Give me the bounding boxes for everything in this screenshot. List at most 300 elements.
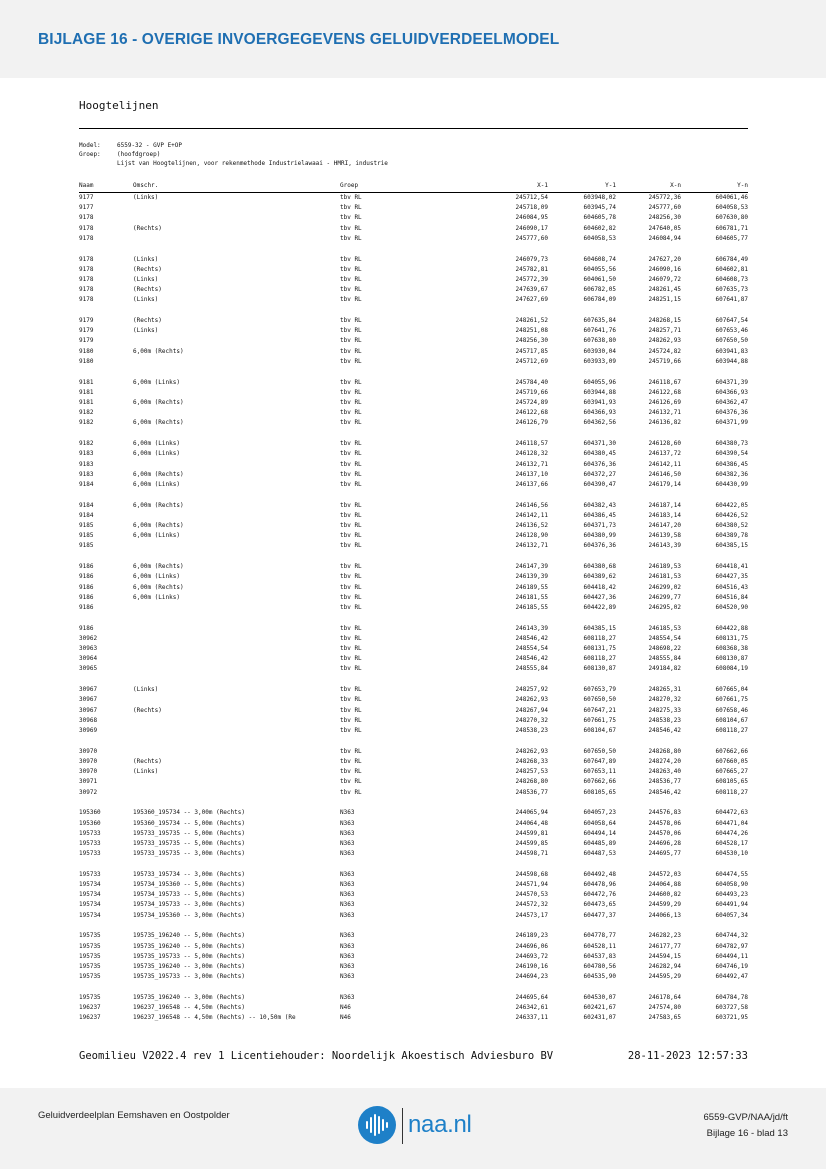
top-band [0,0,826,78]
cell-xn: 246147,20 [648,522,681,530]
cell-omschr: (Links) [133,686,159,694]
table-row [79,265,748,275]
group-spacer [79,305,748,316]
cell-naam: 30964 [79,655,98,663]
cell-x1: 246132,71 [515,542,548,550]
cell-y1: 604055,56 [583,265,616,273]
cell-y1: 604058,53 [583,234,616,242]
group-spacer [79,552,748,563]
cell-omschr: 195734_195360 -- 5,00m (Rechts) [133,881,245,889]
cell-xn: 246179,14 [648,480,681,488]
cell-groep: tbv RL [340,747,362,755]
cell-yn: 604376,36 [715,409,748,417]
cell-naam: 195733 [79,829,101,837]
cell-naam: 9184 [79,511,94,519]
meta-description-text: Lijst van Hoogtelijnen, voor rekenmethode Industrielawaai - HMRI, industrie [117,160,388,167]
cell-yn: 608368,38 [715,645,748,653]
cell-x1: 245724,89 [515,398,548,406]
cell-xn: 244600,82 [648,891,681,899]
cell-yn: 604782,97 [715,942,748,950]
cell-naam: 9178 [79,286,94,294]
cell-x1: 246337,11 [515,1014,548,1022]
col-header-yn: Y-n [737,182,748,189]
cell-xn: 244696,28 [648,839,681,847]
cell-yn: 607658,46 [715,706,748,714]
hoogtelijnen-table [79,180,748,1023]
cell-x1: 244573,17 [515,911,548,919]
cell-omschr: 195735_195733 -- 3,00m (Rechts) [133,973,245,981]
cell-x1: 246142,11 [515,511,548,519]
cell-yn: 604784,78 [715,993,748,1001]
cell-y1: 607653,79 [583,686,616,694]
cell-groep: tbv RL [340,480,362,488]
cell-x1: 244065,94 [515,809,548,817]
cell-y1: 607641,76 [583,327,616,335]
cell-omschr: 6,00m (Links) [133,573,180,581]
cell-omschr: 6,00m (Links) [133,532,180,540]
meta-groep-label: Groep: [79,151,101,158]
cell-x1: 245718,09 [515,204,548,212]
cell-x1: 246185,55 [515,603,548,611]
cell-naam: 9181 [79,388,94,396]
cell-groep: tbv RL [340,194,362,201]
table-row [79,378,748,388]
cell-y1: 604422,89 [583,603,616,611]
cell-groep: tbv RL [340,275,362,283]
cell-naam: 195734 [79,881,101,889]
cell-y1: 604362,56 [583,419,616,427]
cell-naam: 196237 [79,1014,101,1022]
cell-y1: 604473,65 [583,901,616,909]
cell-x1: 246190,16 [515,962,548,970]
table-row [79,706,748,716]
cell-groep: N363 [340,973,355,981]
cell-yn: 607635,73 [715,286,748,294]
cell-xn: 244570,06 [648,829,681,837]
cell-yn: 604491,94 [715,901,748,909]
cell-xn: 246178,64 [648,993,681,1001]
cell-naam: 195734 [79,901,101,909]
cell-xn: 246146,50 [648,470,681,478]
cell-naam: 30970 [79,747,98,755]
cell-x1: 246128,32 [515,450,548,458]
cell-xn: 247627,20 [648,255,681,263]
cell-y1: 607661,75 [583,716,616,724]
table-row [79,418,748,428]
cell-x1: 248268,33 [515,757,548,765]
cell-yn: 608118,27 [715,788,748,796]
cell-x1: 245772,39 [515,275,548,283]
cell-groep: tbv RL [340,727,362,734]
cell-y1: 604492,48 [583,870,616,878]
table-row [79,757,748,767]
cell-yn: 604380,73 [715,440,748,448]
cell-groep: N363 [340,829,355,837]
cell-groep: tbv RL [340,296,362,304]
cell-yn: 607660,05 [715,757,748,765]
cell-y1: 604372,27 [583,470,616,478]
cell-groep: tbv RL [340,398,362,406]
cell-x1: 248270,32 [515,716,548,724]
cell-yn: 604382,36 [715,470,748,478]
cell-naam: 9186 [79,624,94,632]
cell-groep: tbv RL [340,511,362,519]
meta-model [79,141,182,150]
cell-y1: 604380,99 [583,532,616,540]
table-row [79,408,748,418]
cell-omschr: (Rechts) [133,757,162,765]
cell-yn: 604493,23 [715,891,748,899]
cell-x1: 245719,66 [515,388,548,396]
cell-x1: 246146,56 [515,501,548,509]
cell-xn: 245719,66 [648,357,681,365]
cell-groep: N363 [340,993,355,1001]
cell-groep: tbv RL [340,655,362,663]
table-row [79,880,748,890]
cell-x1: 244599,85 [515,839,548,847]
cell-y1: 604386,45 [583,511,616,519]
group-spacer [79,244,748,255]
cell-yn: 604530,10 [715,850,748,858]
cell-naam: 9177 [79,194,94,201]
cell-y1: 608105,65 [583,788,616,796]
cell-yn: 604057,34 [715,911,748,919]
cell-yn: 603941,83 [715,347,748,355]
cell-groep: tbv RL [340,214,362,222]
cell-naam: 195733 [79,839,101,847]
cell-xn: 246177,77 [648,942,681,950]
cell-x1: 246147,39 [515,563,548,571]
cell-omschr: (Rechts) [133,286,162,294]
cell-omschr: 195734_195360 -- 3,00m (Rechts) [133,911,245,919]
cell-naam: 195735 [79,973,101,981]
cell-groep: tbv RL [340,573,362,581]
group-spacer [79,675,748,686]
cell-naam: 9181 [79,398,94,406]
cell-naam: 9178 [79,265,94,273]
cell-yn: 607647,54 [715,317,748,325]
cell-x1: 248555,84 [515,665,548,673]
section-title: Hoogtelijnen [79,99,159,112]
cell-y1: 608118,27 [583,655,616,663]
cell-yn: 604608,73 [715,275,748,283]
cell-y1: 604530,07 [583,993,616,1001]
cell-x1: 246136,52 [515,522,548,530]
cell-y1: 604390,47 [583,480,616,488]
cell-groep: tbv RL [340,686,362,694]
cell-yn: 604474,26 [715,829,748,837]
cell-omschr: (Links) [133,194,159,201]
cell-omschr: (Rechts) [133,265,162,273]
table-row [79,972,748,982]
cell-groep: tbv RL [340,388,362,396]
cell-yn: 604371,99 [715,419,748,427]
cell-xn: 246139,58 [648,532,681,540]
cell-y1: 608131,75 [583,645,616,653]
cell-groep: tbv RL [340,768,362,776]
cell-y1: 607647,89 [583,757,616,765]
cell-x1: 244572,32 [515,901,548,909]
cell-yn: 604366,93 [715,388,748,396]
cell-naam: 9186 [79,603,94,611]
cell-yn: 603721,95 [715,1014,748,1022]
cell-yn: 604362,47 [715,398,748,406]
cell-xn: 248256,30 [648,214,681,222]
table-row [79,1013,748,1023]
table-row [79,255,748,265]
horizontal-rule [79,128,748,129]
col-header-xn: X-n [670,182,681,189]
cell-yn: 604389,78 [715,532,748,540]
cell-xn: 246126,69 [648,398,681,406]
table-row [79,501,748,511]
software-footer [79,1050,748,1062]
cell-naam: 30970 [79,768,98,776]
table-row [79,541,748,551]
group-spacer [79,921,748,932]
table-row [79,634,748,644]
cell-yn: 608118,27 [715,727,748,734]
cell-naam: 9180 [79,347,94,355]
cell-x1: 244571,94 [515,881,548,889]
cell-groep: tbv RL [340,327,362,335]
cell-x1: 248268,80 [515,778,548,786]
cell-omschr: 195735_196240 -- 3,00m (Rechts) [133,962,245,970]
cell-omschr: (Rechts) [133,706,162,714]
cell-naam: 195360 [79,809,101,817]
table-row [79,942,748,952]
cell-xn: 246122,68 [648,388,681,396]
group-spacer [79,798,748,809]
cell-yn: 604058,90 [715,881,748,889]
cell-x1: 248257,53 [515,768,548,776]
cell-groep: N363 [340,881,355,889]
table-row [79,470,748,480]
cell-x1: 248554,54 [515,645,548,653]
cell-x1: 246079,73 [515,255,548,263]
cell-y1: 603930,04 [583,347,616,355]
cell-xn: 248538,23 [648,716,681,724]
cell-groep: N363 [340,839,355,847]
cell-xn: 247583,65 [648,1014,681,1022]
cell-xn: 246282,23 [648,932,681,940]
cell-y1: 604477,37 [583,911,616,919]
cell-x1: 248256,30 [515,337,548,345]
cell-yn: 604746,19 [715,962,748,970]
cell-naam: 195735 [79,952,101,960]
cell-x1: 246084,95 [515,214,548,222]
cell-xn: 244064,88 [648,881,681,889]
cell-xn: 244695,77 [648,850,681,858]
cell-naam: 9184 [79,501,94,509]
cell-xn: 246136,82 [648,419,681,427]
cell-yn: 607665,04 [715,686,748,694]
cell-y1: 603945,74 [583,204,616,212]
cell-xn: 246142,11 [648,460,681,468]
cell-y1: 604061,50 [583,275,616,283]
cell-y1: 604535,90 [583,973,616,981]
cell-x1: 244696,06 [515,942,548,950]
cell-groep: tbv RL [340,265,362,273]
cell-x1: 246342,61 [515,1004,548,1012]
cell-groep: N46 [340,1004,351,1012]
table-row [79,285,748,295]
cell-omschr: (Links) [133,327,159,335]
cell-omschr: 6,00m (Links) [133,440,180,448]
cell-omschr: (Rechts) [133,224,162,232]
table-row [79,839,748,849]
col-header-x1: X-1 [537,182,548,189]
cell-yn: 604385,15 [715,542,748,550]
cell-groep: tbv RL [340,501,362,509]
cell-xn: 248270,32 [648,696,681,704]
cell-naam: 195735 [79,993,101,1001]
cell-y1: 604376,36 [583,460,616,468]
cell-groep: tbv RL [340,347,362,355]
cell-naam: 195734 [79,911,101,919]
cell-naam: 9178 [79,224,94,232]
cell-groep: tbv RL [340,665,362,673]
cell-groep: N363 [340,952,355,960]
cell-naam: 9178 [79,296,94,304]
cell-naam: 195735 [79,932,101,940]
cell-x1: 246126,79 [515,419,548,427]
cell-omschr: 195733_195735 -- 5,00m (Rechts) [133,839,245,847]
table-row [79,767,748,777]
table-row [79,603,748,613]
cell-groep: tbv RL [340,204,362,212]
cell-groep: tbv RL [340,583,362,591]
cell-naam: 30963 [79,645,98,653]
cell-groep: N363 [340,911,355,919]
cell-x1: 248251,08 [515,327,548,335]
cell-xn: 248275,33 [648,706,681,714]
cell-naam: 9178 [79,234,94,242]
table-row [79,316,748,326]
cell-groep: tbv RL [340,460,362,468]
cell-naam: 196237 [79,1004,101,1012]
cell-naam: 9186 [79,583,94,591]
cell-y1: 607650,50 [583,696,616,704]
cell-y1: 604487,53 [583,850,616,858]
group-spacer [79,367,748,378]
cell-yn: 607661,75 [715,696,748,704]
table-row [79,593,748,603]
cell-groep: tbv RL [340,645,362,653]
table-row [79,562,748,572]
cell-x1: 246137,10 [515,470,548,478]
cell-groep: tbv RL [340,286,362,294]
table-row [79,931,748,941]
cell-omschr: 6,00m (Rechts) [133,522,184,530]
cell-naam: 9179 [79,327,94,335]
license-text: Geomilieu V2022.4 rev 1 Licentiehouder: Noordelijk Akoestisch Adviesburo BV [79,1050,554,1062]
table-row [79,460,748,470]
cell-xn: 248261,45 [648,286,681,294]
cell-omschr: (Rechts) [133,317,162,325]
table-row [79,777,748,787]
cell-xn: 246128,60 [648,440,681,448]
group-spacer [79,982,748,993]
table-row [79,583,748,593]
cell-naam: 9183 [79,450,94,458]
cell-omschr: 6,00m (Rechts) [133,501,184,509]
cell-y1: 608130,87 [583,665,616,673]
cell-x1: 245782,81 [515,265,548,273]
cell-xn: 246181,53 [648,573,681,581]
table-row [79,326,748,336]
cell-x1: 247639,67 [515,286,548,294]
cell-groep: tbv RL [340,234,362,242]
cell-groep: N46 [340,1014,351,1022]
cell-naam: 9186 [79,593,94,601]
cell-x1: 244695,64 [515,993,548,1001]
logo-text: naa.nl [408,1111,472,1138]
page-number: Bijlage 16 - blad 13 [706,1128,788,1139]
cell-omschr: 195360_195734 -- 5,00m (Rechts) [133,819,245,827]
cell-groep: N363 [340,901,355,909]
cell-omschr: 6,00m (Links) [133,378,180,386]
table-row [79,624,748,634]
cell-naam: 30967 [79,686,98,694]
cell-naam: 9185 [79,532,94,540]
cell-yn: 607653,46 [715,327,748,335]
cell-xn: 248265,31 [648,686,681,694]
cell-yn: 604422,05 [715,501,748,509]
cell-naam: 30969 [79,727,98,734]
cell-y1: 604389,62 [583,573,616,581]
table-row [79,788,748,798]
table-row [79,952,748,962]
cell-yn: 604058,53 [715,204,748,212]
cell-groep: tbv RL [340,409,362,417]
cell-x1: 246122,68 [515,409,548,417]
cell-xn: 248268,80 [648,747,681,755]
cell-x1: 246128,90 [515,532,548,540]
cell-yn: 606781,71 [715,224,748,232]
cell-x1: 248546,42 [515,655,548,663]
cell-groep: N363 [340,870,355,878]
cell-yn: 604474,55 [715,870,748,878]
cell-groep: tbv RL [340,224,362,232]
cell-groep: tbv RL [340,716,362,724]
cell-y1: 604057,23 [583,809,616,817]
cell-xn: 249184,82 [648,665,681,673]
cell-xn: 244578,06 [648,819,681,827]
cell-x1: 245717,85 [515,347,548,355]
cell-y1: 604382,43 [583,501,616,509]
cell-omschr: 6,00m (Rechts) [133,419,184,427]
cell-x1: 244570,53 [515,891,548,899]
cell-y1: 603944,88 [583,388,616,396]
cell-omschr: 195734_195733 -- 5,00m (Rechts) [133,891,245,899]
cell-naam: 9183 [79,460,94,468]
group-spacer [79,429,748,440]
cell-xn: 246299,77 [648,593,681,601]
cell-xn: 248554,54 [648,634,681,642]
cell-y1: 604427,36 [583,593,616,601]
cell-y1: 604602,82 [583,224,616,232]
table-row [79,398,748,408]
cell-groep: tbv RL [340,255,362,263]
table-body [79,193,748,1023]
cell-x1: 248261,52 [515,317,548,325]
cell-omschr: 196237_196548 -- 4,50m (Rechts) [133,1004,245,1012]
table-row [79,295,748,305]
table-row [79,819,748,829]
cell-yn: 604430,99 [715,480,748,488]
cell-x1: 246090,17 [515,224,548,232]
